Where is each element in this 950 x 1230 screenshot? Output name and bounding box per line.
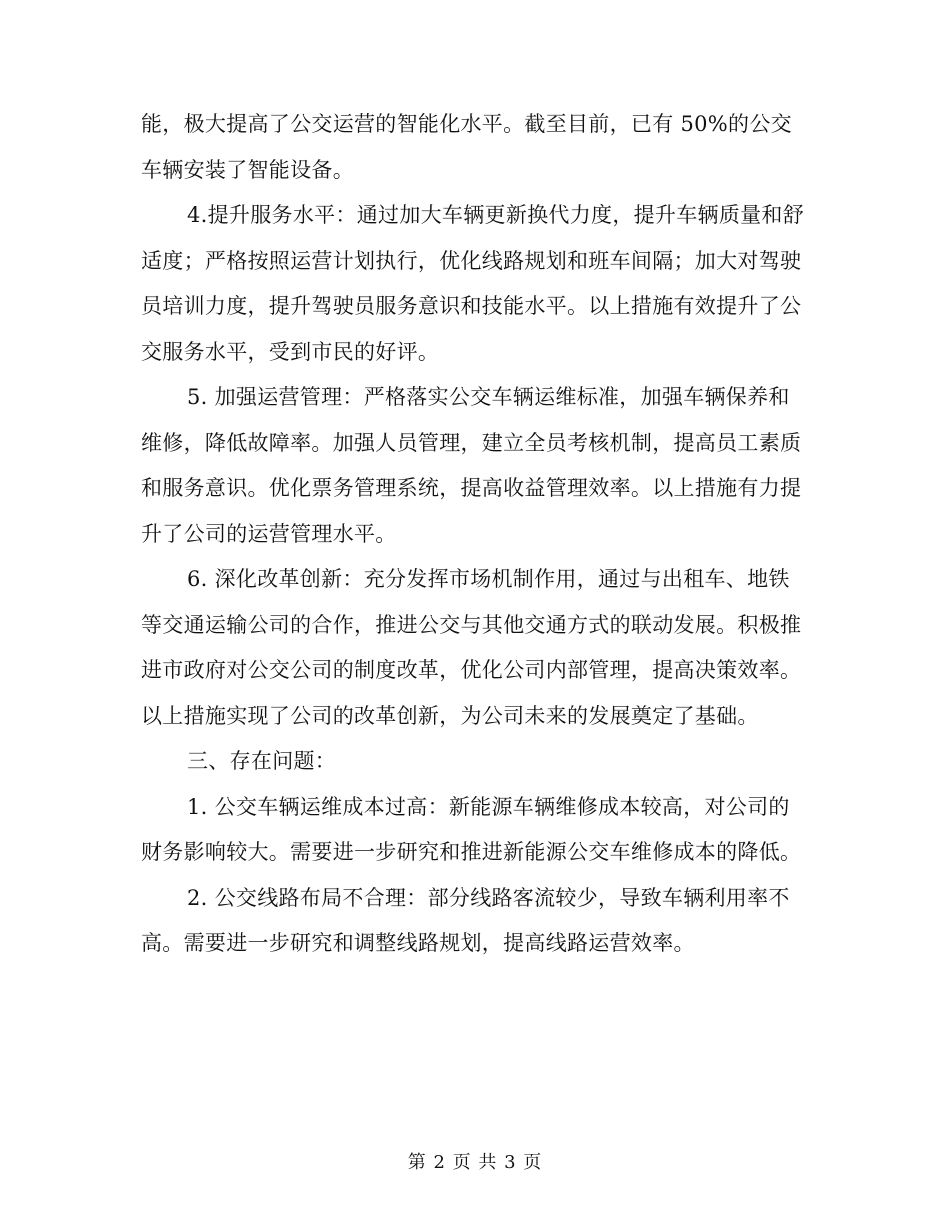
paragraph-item-5: 5. 加强运营管理：严格落实公交车辆运维标准，加强车辆保养和维修，降低故障率。加强人员管理，建立全员考核机制，提高员工素质和服务意识。优化票务管理系统，提高收益管理效率。以上措施有力提升了公司的运营管理水平。: [141, 385, 802, 546]
paragraph-item-6: 6. 深化改革创新：充分发挥市场机制作用，通过与出租车、地铁等交通运输公司的合作，推进公交与其他交通方式的联动发展。积极推进市政府对公交公司的制度改革，优化公司内部管理，提高决策效率。以上措施实现了公司的改革创新，为公司未来的发展奠定了基础。: [141, 567, 802, 728]
page-number-footer: 第 2 页 共 3 页: [407, 1152, 543, 1173]
section-heading-problems: 三、存在问题：: [187, 749, 337, 773]
body-text: [141, 102, 809, 967]
paragraph-problem-1: 1. 公交车辆运维成本过高：新能源车辆维修成本较高，对公司的财务影响较大。需要进一步研究和推进新能源公交车维修成本的降低。: [141, 794, 802, 864]
paragraph-continuation: 能，极大提高了公交运营的智能化水平。截至目前，已有 50%的公交车辆安装了智能设备。: [141, 112, 792, 182]
paragraph-problem-2: 2. 公交线路布局不合理：部分线路客流较少，导致车辆利用率不高。需要进一步研究和调整线路规划，提高线路运营效率。: [141, 885, 790, 955]
paragraph-item-4: 4.提升服务水平：通过加大车辆更新换代力度，提升车辆质量和舒适度；严格按照运营计划执行，优化线路规划和班车间隔；加大对驾驶员培训力度，提升驾驶员服务意识和技能水平。以上措施有效提升了公交服务水平，受到市民的好评。: [141, 203, 805, 364]
